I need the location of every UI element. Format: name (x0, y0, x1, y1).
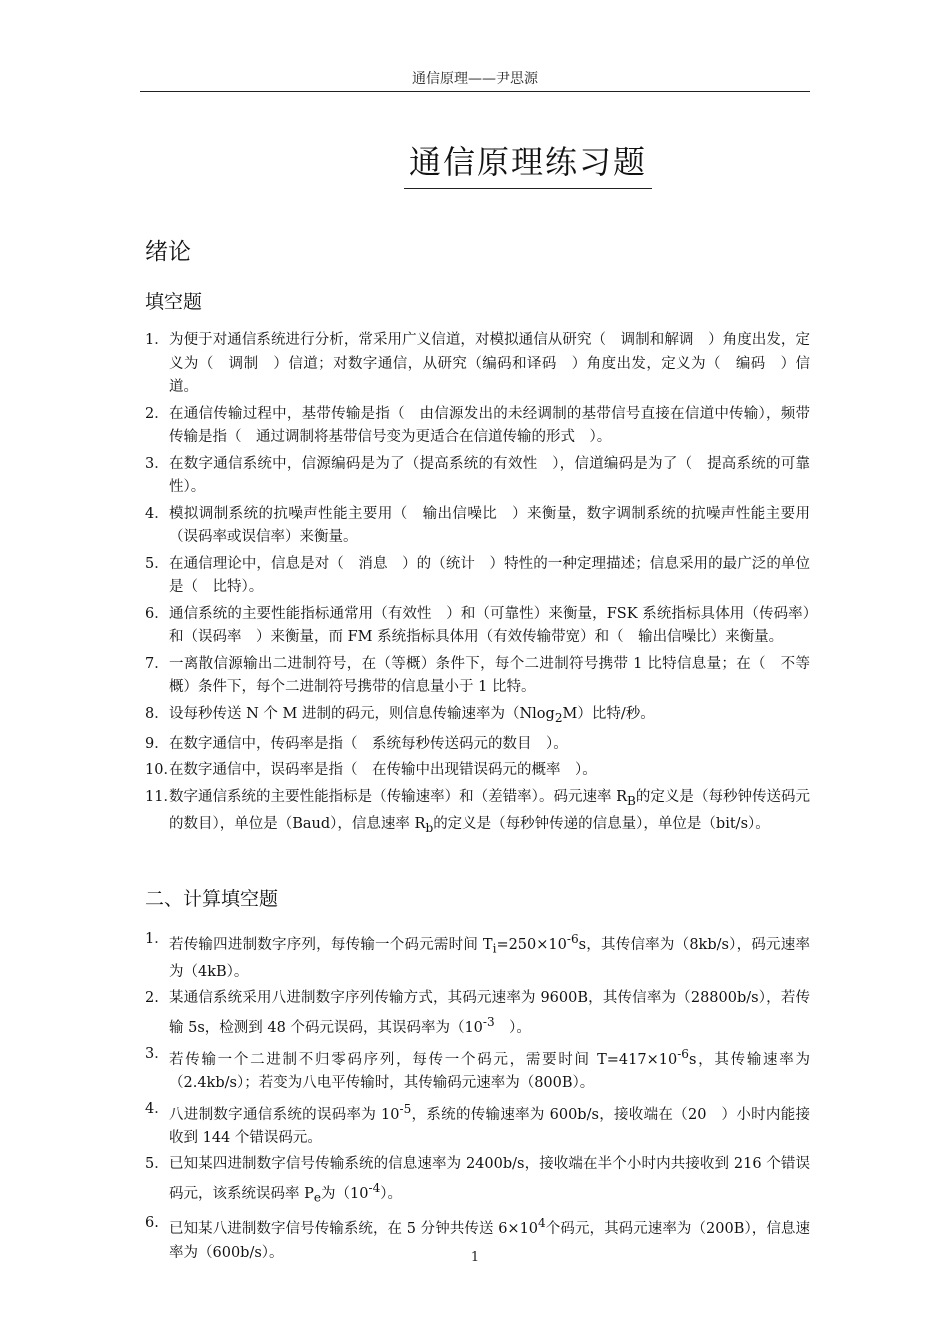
fill-blank-list (145, 329, 810, 844)
document-title: 通信原理练习题 (408, 143, 647, 181)
list-item: 9． 在数字通信中，传码率是指（ 系统每秒传送码元的数目 ）。 (145, 735, 568, 752)
calc-fill-blank-list (145, 928, 810, 1268)
list-item: 1． 若传输四进制数字序列，每传输一个码元需时间 $T_i=250\times 10^{-6}s$，其传信率为（8kb/s），码元速率为（4kB）。 (145, 931, 810, 981)
chapter-heading: 绪论 (145, 239, 191, 265)
list-item: 4． 模拟调制系统的抗噪声性能主要用（ 输出信噪比 ）来衡量，数字调制系统的抗噪声性能主要用（误码率或误信率）来衡量。 (145, 505, 810, 545)
page-header: 通信原理——尹思源 (412, 71, 538, 87)
title-underline (404, 188, 652, 189)
list-item: 10． 在数字通信中，误码率是指（ 在传输中出现错误码元的概率 ）。 (145, 762, 597, 779)
list-item: 5． 已知某四进制数字信号传输系统的信息速率为 2400b/s，接收端在半个小时内共接收到 216 个错误码元，该系统误码率 $P_e$为$(10^{-4})$。 (145, 1156, 810, 1205)
list-item: 11． 数字通信系统的主要性能指标是（传输速率）和（差错率）。码元速率 $R_B$的定义是（每秒钟传送码元的数目），单位是（Baud），信息速率 $R_b$的定义是（每秒钟传递的信息量），单位是（bit/s）。 (145, 788, 810, 836)
list-item: 6． 通信系统的主要性能指标通常用（有效性 ）和（可靠性）来衡量，FSK 系统指标具体用（传码率）和（误码率 ）来衡量，而 FM 系统指标具体用（有效传输带宽）和（ 输出信噪比）来衡量。 (145, 605, 810, 645)
list-item: 4． 八进制数字通信系统的误码率为 $10^{-5}$，系统的传输速率为 600b/s，接收端在（20 ）小时内能接收到 144 个错误码元。 (145, 1100, 811, 1147)
page-number: 1 (470, 1250, 480, 1265)
list-item: 2. 某通信系统采用八进制数字序列传输方式，其码元速率为 9600B，其传信率为（28800b/s），若传输 5s，检测到 48 个码元误码，其误码率为（$10^{-3}$ ）。 (145, 990, 810, 1036)
list-item: 2． 在通信传输过程中，基带传输是指（ 由信源发出的未经调制的基带信号直接在信道中传输），频带传输是指（ 通过调制将基带信号变为更适合在信道传输的形式 ）。 (145, 405, 810, 445)
list-item: 7． 一离散信源输出二进制符号，在（等概）条件下，每个二进制符号携带 1 比特信息量；在（ 不等概）条件下，每个二进制符号携带的信息量小于 1 比特。 (145, 655, 810, 695)
list-item: 5． 在通信理论中，信息是对（ 消息 ）的（统计 ）特性的一种定理描述；信息采用的最广泛的单位是（ 比特）。 (145, 555, 810, 595)
list-item: 8． 设每秒传送 N 个 M 进制的码元，则信息传输速率为（Nlog$_2$M）比特/秒。 (145, 705, 655, 725)
list-item: 3． 若传输一个二进制不归零码序列，每传一个码元，需要时间 $T=417\times 10^{-6}s$，其传输速率为（2.4kb/s）；若变为八电平传输时，其传输码元速率为（800B）。 (145, 1045, 810, 1091)
section-heading-calc: 二、计算填空题 (145, 888, 279, 910)
list-item: 6. 已知某八进制数字信号传输系统，在 5 分钟共传送 $6\times 10^4$个码元，其码元速率为（200B），信息速率为（600b/s）。 (145, 1215, 810, 1261)
header-rule (140, 91, 810, 92)
section-heading-fill-blank: 填空题 (145, 291, 203, 313)
list-item: 3． 在数字通信系统中，信源编码是为了（提高系统的有效性 ），信道编码是为了（ 提高系统的可靠性）。 (145, 455, 810, 495)
list-item: 1． 为便于对通信系统进行分析，常采用广义信道，对模拟通信从研究（ 调制和解调 ）角度出发，定义为（ 调制 ）信道；对数字通信，从研究（编码和译码 ）角度出发，定义为（ 编码 ）信道。 (145, 332, 810, 395)
